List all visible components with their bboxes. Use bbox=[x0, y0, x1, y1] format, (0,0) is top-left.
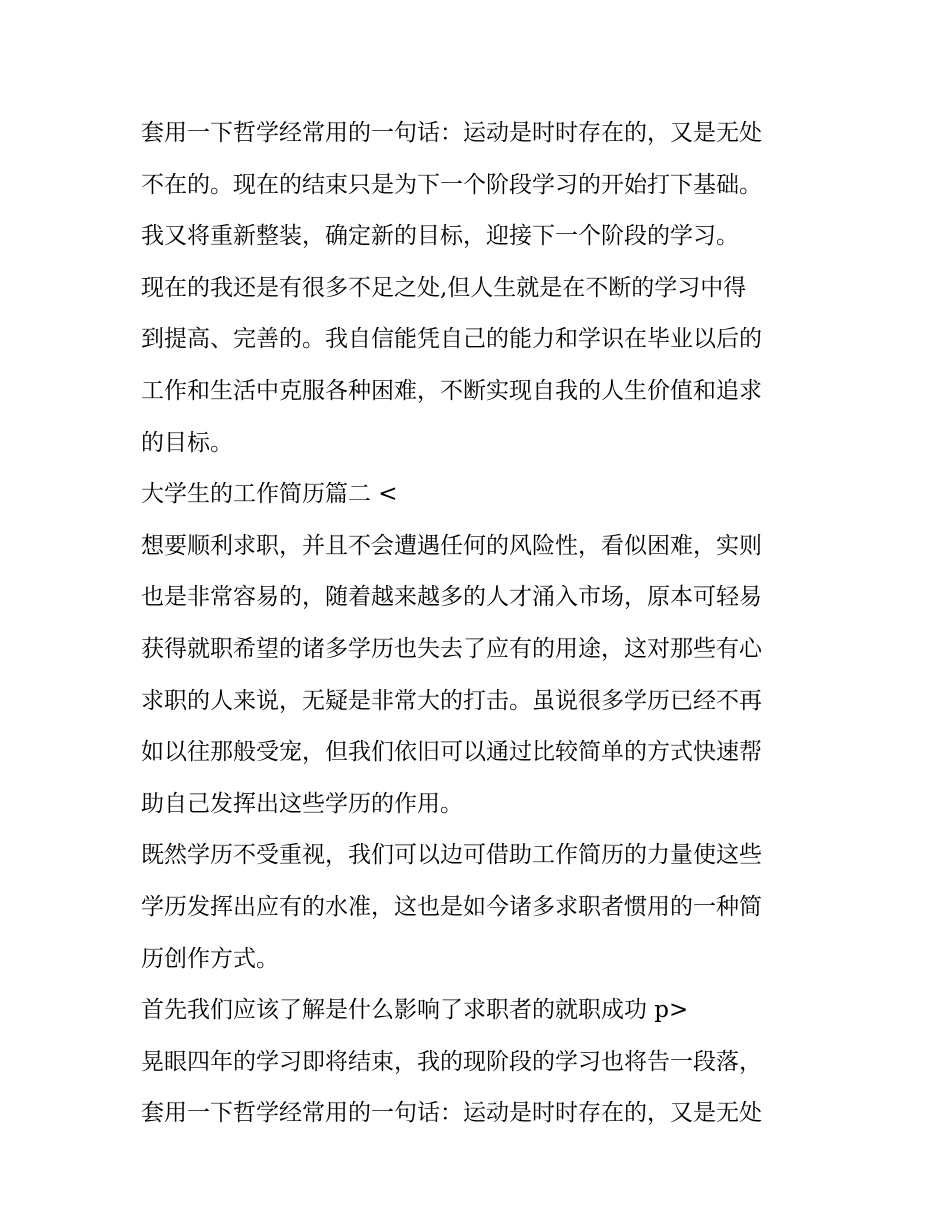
text-line: 想要顺利求职，并且不会遭遇任何的风险性，看似困难，实则 bbox=[141, 532, 762, 559]
text-line: 现在的我还是有很多不足之处,但人生就是在不断的学习中得 bbox=[141, 274, 747, 301]
text-line: 获得就职希望的诸多学历也失去了应有的用途，这对那些有心 bbox=[141, 635, 762, 662]
text-line: 套用一下哲学经常用的一句话：运动是时时存在的，又是无处 bbox=[141, 120, 762, 146]
text-line: 工作和生活中克服各种困难，不断实现自我的人生价值和追求 bbox=[141, 377, 762, 404]
text-line: 不在的。现在的结束只是为下一个阶段学习的开始打下基础。 bbox=[141, 171, 762, 198]
text-line: 的目标。 bbox=[141, 429, 233, 456]
document-body bbox=[141, 108, 831, 1140]
text-line: 首先我们应该了解是什么影响了求职者的就职成功 p> bbox=[141, 997, 689, 1024]
text-line: 学历发挥出应有的水准，这也是如今诸多求职者惯用的一种简 bbox=[141, 893, 762, 920]
text-line: 历创作方式。 bbox=[141, 945, 279, 972]
text-line: 既然学历不受重视，我们可以边可借助工作简历的力量使这些 bbox=[141, 842, 762, 869]
text-line: 求职的人来说，无疑是非常大的打击。虽说很多学历已经不再 bbox=[141, 687, 762, 714]
text-line: 晃眼四年的学习即将结束，我的现阶段的学习也将告一段落， bbox=[141, 1048, 762, 1075]
text-line: 也是非常容易的，随着越来越多的人才涌入市场，原本可轻易 bbox=[141, 584, 762, 611]
text-line: 如以往那般受宠，但我们依旧可以通过比较简单的方式快速帮 bbox=[141, 739, 762, 766]
section-heading: 大学生的工作简历篇二 < bbox=[141, 481, 398, 508]
text-line: 到提高、完善的。我自信能凭自己的能力和学识在毕业以后的 bbox=[141, 326, 762, 353]
text-line: 我又将重新整装，确定新的目标，迎接下一个阶段的学习。 bbox=[141, 223, 739, 250]
text-line: 助自己发挥出这些学历的作用。 bbox=[141, 790, 463, 817]
text-line: 套用一下哲学经常用的一句话：运动是时时存在的，又是无处 bbox=[141, 1100, 762, 1127]
